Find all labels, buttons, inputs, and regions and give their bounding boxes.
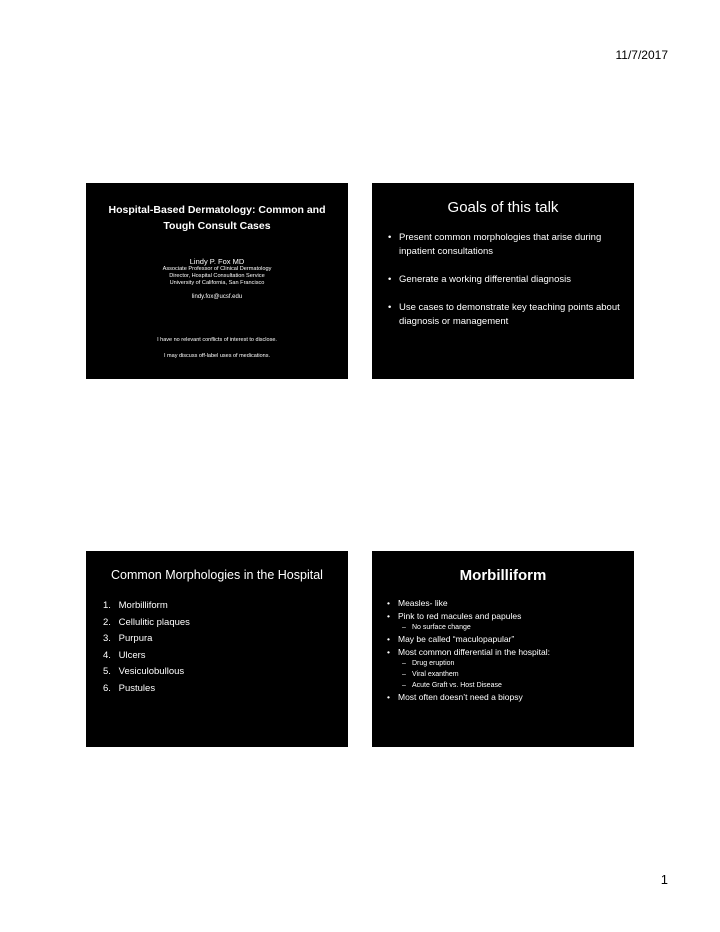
- list-number: 2.: [103, 616, 111, 628]
- affiliation-line: University of California, San Francisco: [169, 280, 265, 286]
- list-label: Vesiculobullous: [118, 666, 185, 677]
- numbered-list: [103, 598, 190, 697]
- sub-list: [398, 658, 626, 691]
- presenter-name: Lindy P. Fox MD: [189, 257, 245, 266]
- list-label: Ulcers: [118, 649, 146, 661]
- affiliation-line: Director, Hospital Consultation Service: [169, 273, 265, 279]
- slide-morbilliform: [372, 551, 634, 747]
- list-number: 1.: [103, 600, 111, 611]
- bullet-list: [388, 231, 624, 343]
- sub-list-item: – No surface change: [402, 622, 626, 633]
- sub-list-item: – Viral exanthem: [402, 669, 626, 680]
- list-number: 3.: [103, 633, 111, 644]
- presenter-affiliation: [86, 266, 348, 287]
- list-number: 4.: [103, 649, 111, 661]
- list-label: Morbilliform: [118, 600, 168, 611]
- list-label: Most common differential in the hospital:: [398, 646, 550, 657]
- list-label: Pustules: [118, 682, 156, 694]
- list-item: [103, 615, 190, 632]
- slide-heading: Goals of this talk: [447, 199, 559, 216]
- presenter-email: lindy.fox@ucsf.edu: [191, 294, 243, 300]
- page-number: 1: [660, 872, 668, 887]
- list-number: 6.: [103, 682, 111, 694]
- bullet-list: [387, 597, 626, 704]
- list-item: • Present common morphologies that arise during inpatient consultations: [388, 231, 624, 259]
- list-item: [387, 646, 626, 692]
- sub-list: [398, 622, 626, 633]
- sub-list-item: – Drug eruption: [402, 658, 626, 669]
- list-item: • May be called “maculopapular”: [387, 633, 626, 646]
- list-label: Pink to red macules and papules: [398, 610, 522, 621]
- slide-heading: Hospital-Based Dermatology: Common and Tough Consult Cases: [108, 204, 326, 232]
- slide-heading: Common Morphologies in the Hospital: [111, 568, 323, 582]
- list-item: [103, 681, 190, 698]
- page-date: 11/7/2017: [615, 48, 668, 62]
- list-item: [103, 598, 190, 615]
- list-item: [103, 664, 190, 681]
- slide-morphologies: [86, 551, 348, 747]
- slide-title: [86, 183, 348, 379]
- list-number: 5.: [103, 666, 111, 677]
- list-label: Purpura: [118, 633, 153, 644]
- list-item: [103, 631, 190, 648]
- list-item: [103, 648, 190, 665]
- list-item: • Generate a working differential diagnosis: [388, 273, 624, 287]
- list-item: [387, 610, 626, 634]
- affiliation-line: Associate Professor of Clinical Dermatology: [162, 266, 272, 272]
- list-item: • Most often doesn’t need a biopsy: [387, 691, 626, 704]
- list-label: Cellulitic plaques: [118, 616, 190, 628]
- disclosure-text: I have no relevant conflicts of interest to disclose.: [157, 337, 277, 343]
- list-item: • Measles- like: [387, 597, 626, 610]
- offlabel-text: I may discuss off-label uses of medications.: [164, 353, 270, 359]
- list-item: • Use cases to demonstrate key teaching points about diagnosis or management: [388, 301, 624, 329]
- slide-goals: [372, 183, 634, 379]
- sub-list-item: – Acute Graft vs. Host Disease: [402, 680, 626, 691]
- slide-heading: Morbilliform: [459, 567, 547, 584]
